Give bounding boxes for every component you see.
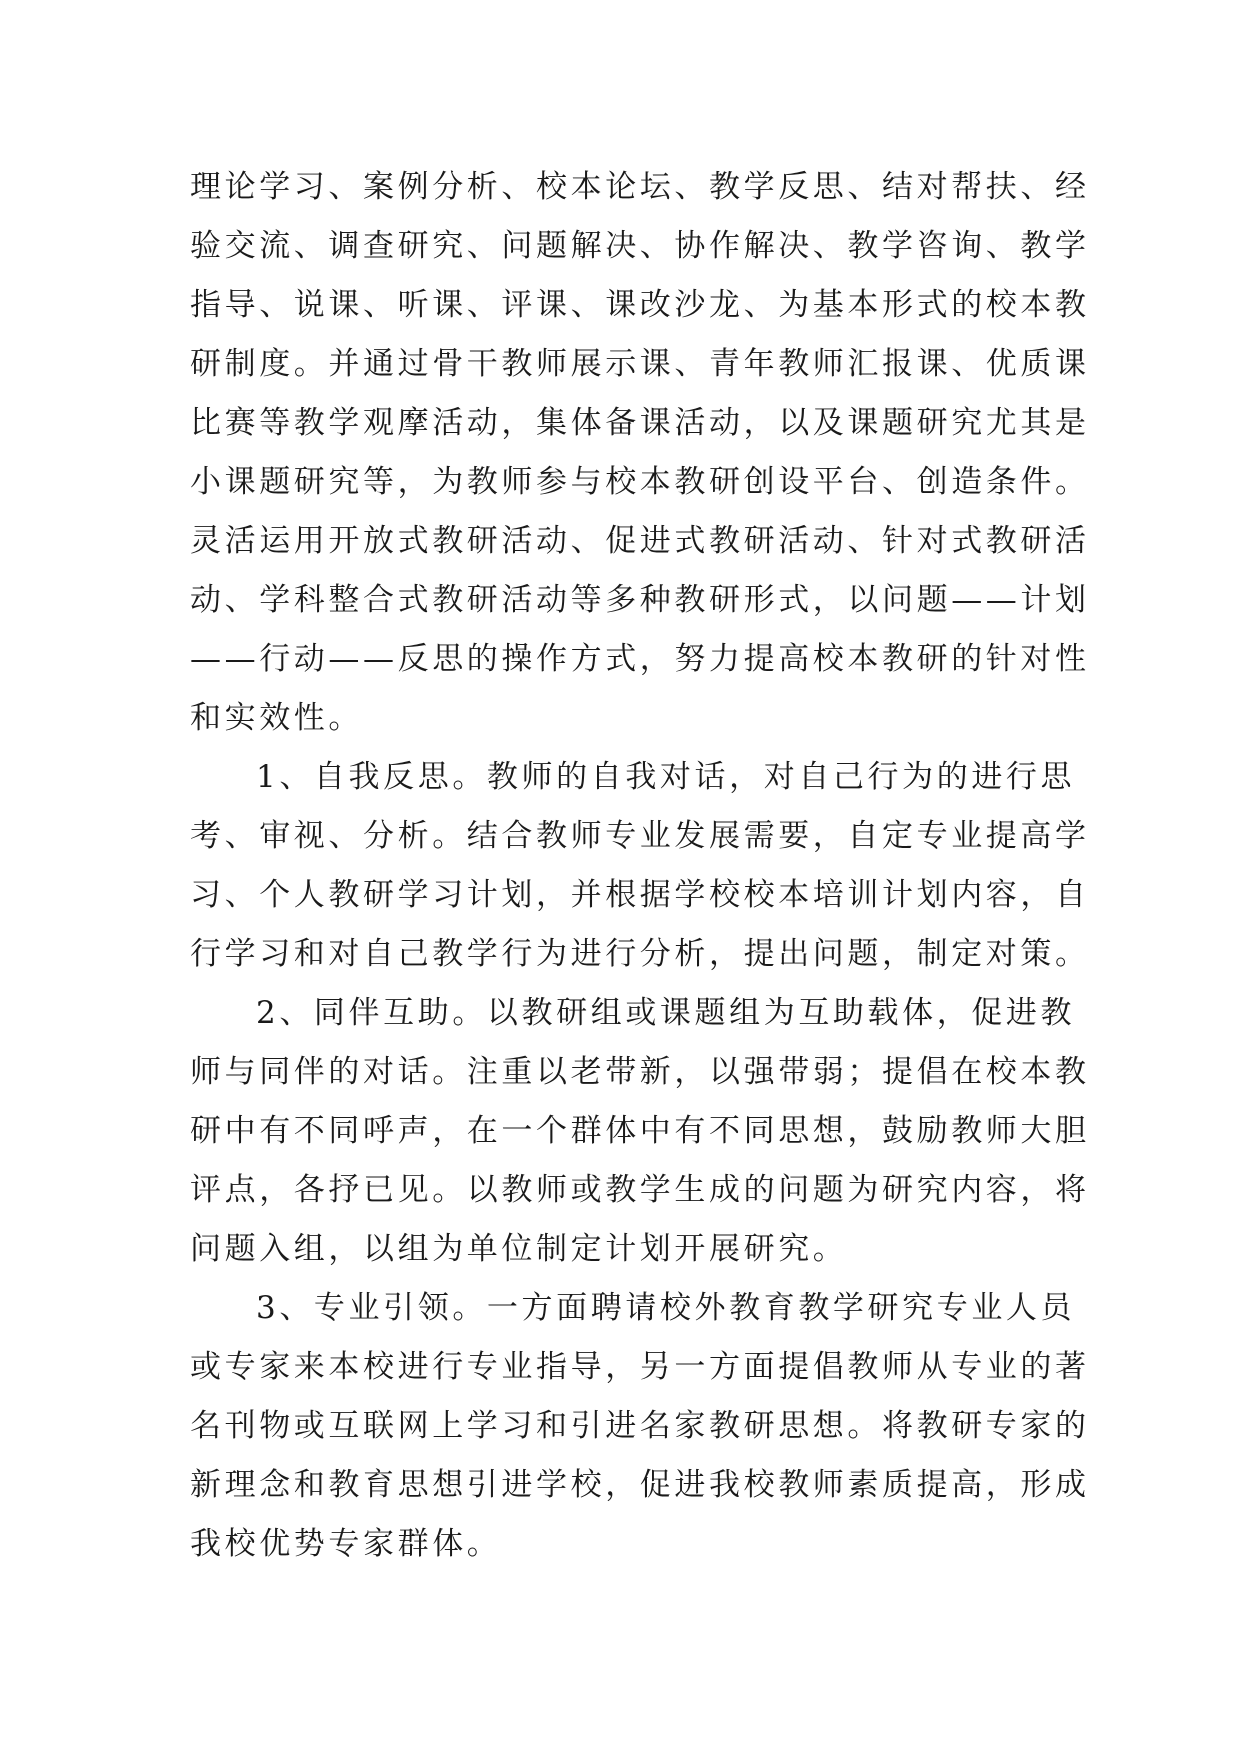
text-line: 研中有不同呼声，在一个群体中有不同思想，鼓励教师大胆	[190, 1113, 1090, 1149]
text-line: 行学习和对自己教学行为进行分析，提出问题，制定对策。	[190, 936, 1090, 972]
text-line: 师与同伴的对话。注重以老带新，以强带弱；提倡在校本教	[190, 1054, 1090, 1090]
text-line: 研制度。并通过骨干教师展示课、青年教师汇报课、优质课	[190, 346, 1090, 382]
text-line: 我校优势专家群体。	[190, 1526, 502, 1562]
document-body	[190, 158, 1090, 1574]
text-line: 灵活运用开放式教研活动、促进式教研活动、针对式教研活	[190, 523, 1090, 559]
text-line: 新理念和教育思想引进学校，促进我校教师素质提高，形成	[190, 1467, 1090, 1503]
text-line: 或专家来本校进行专业指导，另一方面提倡教师从专业的著	[190, 1349, 1090, 1385]
text-line: ——行动——反思的操作方式，努力提高校本教研的针对性	[190, 641, 1090, 677]
text-line: 小课题研究等，为教师参与校本教研创设平台、创造条件。	[190, 464, 1090, 500]
text-line: 评点，各抒已见。以教师或教学生成的问题为研究内容，将	[190, 1172, 1090, 1208]
text-line: 习、个人教研学习计划，并根据学校校本培训计划内容，自	[190, 877, 1090, 913]
text-line: 问题入组，以组为单位制定计划开展研究。	[190, 1231, 848, 1267]
paragraph-professional-guidance-start: 3、专业引领。一方面聘请校外教育教学研究专业人员	[256, 1290, 1076, 1326]
text-line: 考、审视、分析。结合教师专业发展需要，自定专业提高学	[190, 818, 1090, 854]
text-line: 比赛等教学观摩活动，集体备课活动，以及课题研究尤其是	[190, 405, 1090, 441]
text-line: 和实效性。	[190, 700, 363, 736]
text-line: 名刊物或互联网上学习和引进名家教研思想。将教研专家的	[190, 1408, 1090, 1444]
text-line: 验交流、调查研究、问题解决、协作解决、教学咨询、教学	[190, 228, 1090, 264]
text-line: 动、学科整合式教研活动等多种教研形式，以问题——计划	[190, 582, 1090, 618]
paragraph-self-reflection-start: 1、自我反思。教师的自我对话，对自己行为的进行思	[256, 759, 1076, 795]
text-line: 理论学习、案例分析、校本论坛、教学反思、结对帮扶、经	[190, 169, 1090, 205]
paragraph-peer-support-start: 2、同伴互助。以教研组或课题组为互助载体，促进教	[256, 995, 1076, 1031]
text-line: 指导、说课、听课、评课、课改沙龙、为基本形式的校本教	[190, 287, 1090, 323]
